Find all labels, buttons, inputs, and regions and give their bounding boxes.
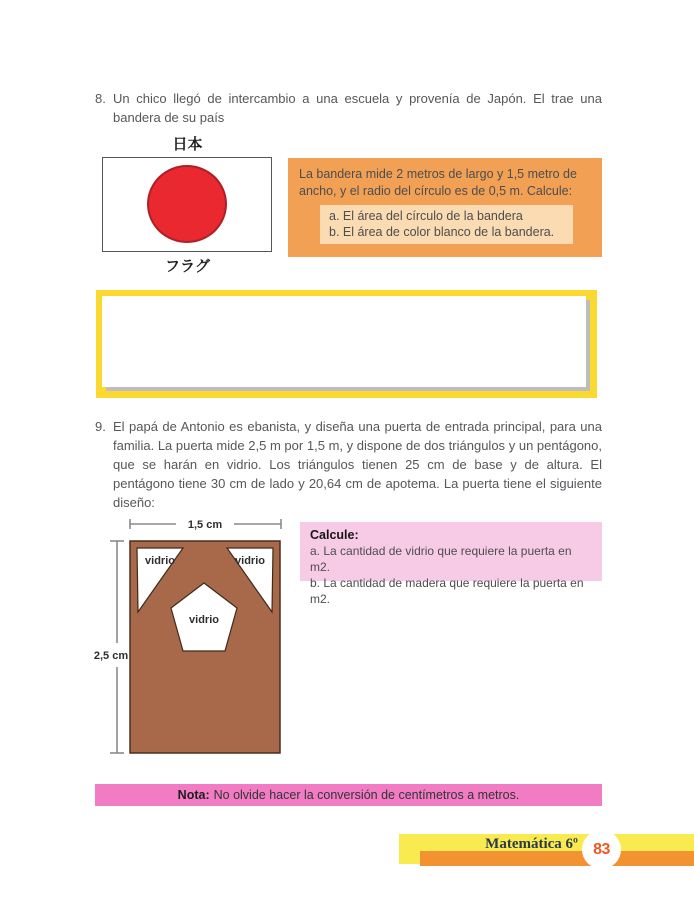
footer-yellow-stub xyxy=(399,834,420,864)
flag-info-text: La bandera mide 2 metros de largo y 1,5 metro de ancho, y el radio del círculo es de 0,5 m. Calcule: xyxy=(299,167,577,198)
footer-orange-bar xyxy=(420,851,694,866)
calc-box-item-a: a. La cantidad de vidrio que requiere la puerta en m2. xyxy=(310,544,572,574)
door-diagram xyxy=(90,515,300,765)
footer-book-title: Matemática 6º xyxy=(485,836,578,852)
flag-info-box xyxy=(288,158,602,257)
problem-9-text: El papá de Antonio es ebanista, y diseña una puerta de entrada principal, para una familia. La puerta mide 2,5 m por 1,5 m, y dispone de dos triángulos y un pentágono, que se harán en vidrio. Los triángulos tienen 25 cm de base y de altura. El pentágono tiene 30 cm de lado y 20,64 cm de apotema. La puerta tiene el siguiente diseño: xyxy=(113,419,602,510)
answer-writing-area xyxy=(102,296,586,387)
door-height-label: 2,5 cm xyxy=(93,650,129,662)
problem-8 xyxy=(95,89,602,127)
note-bar xyxy=(95,784,602,806)
glass-label-pentagon: vidrio xyxy=(189,614,219,626)
problem-8-text: Un chico llegó de intercambio a una escuela y provenía de Japón. El trae una bandera de su país xyxy=(113,91,602,125)
note-text: No olvide hacer la conversión de centímetros a metros. xyxy=(213,788,520,802)
calc-box-title: Calcule: xyxy=(310,528,359,542)
flag-info-item-a: a. El área del círculo de la bandera xyxy=(329,209,523,223)
problem-9 xyxy=(95,417,602,512)
flag-info-item-b: b. El área de color blanco de la bandera. xyxy=(329,225,555,239)
door-width-label: 1,5 cm xyxy=(187,519,223,531)
page-number-badge xyxy=(582,830,621,869)
answer-box-frame xyxy=(96,290,597,398)
flag-info-items xyxy=(320,205,573,244)
glass-label-right: vidrio xyxy=(235,555,265,567)
note-label: Nota: xyxy=(177,788,210,802)
japan-flag-image xyxy=(102,157,272,252)
flag-caption-japanese: フラグ xyxy=(164,258,210,275)
problem-9-number: 9. xyxy=(95,419,106,434)
page-number: 83 xyxy=(593,840,610,858)
problem-8-number: 8. xyxy=(95,91,106,106)
flag-red-circle xyxy=(147,165,227,243)
flag-title-japanese: 日本 xyxy=(172,136,203,153)
calc-box xyxy=(300,522,602,606)
glass-label-left: vidrio xyxy=(145,555,175,567)
calc-box-item-b: b. La cantidad de madera que requiere la puerta en m2. xyxy=(310,576,584,606)
